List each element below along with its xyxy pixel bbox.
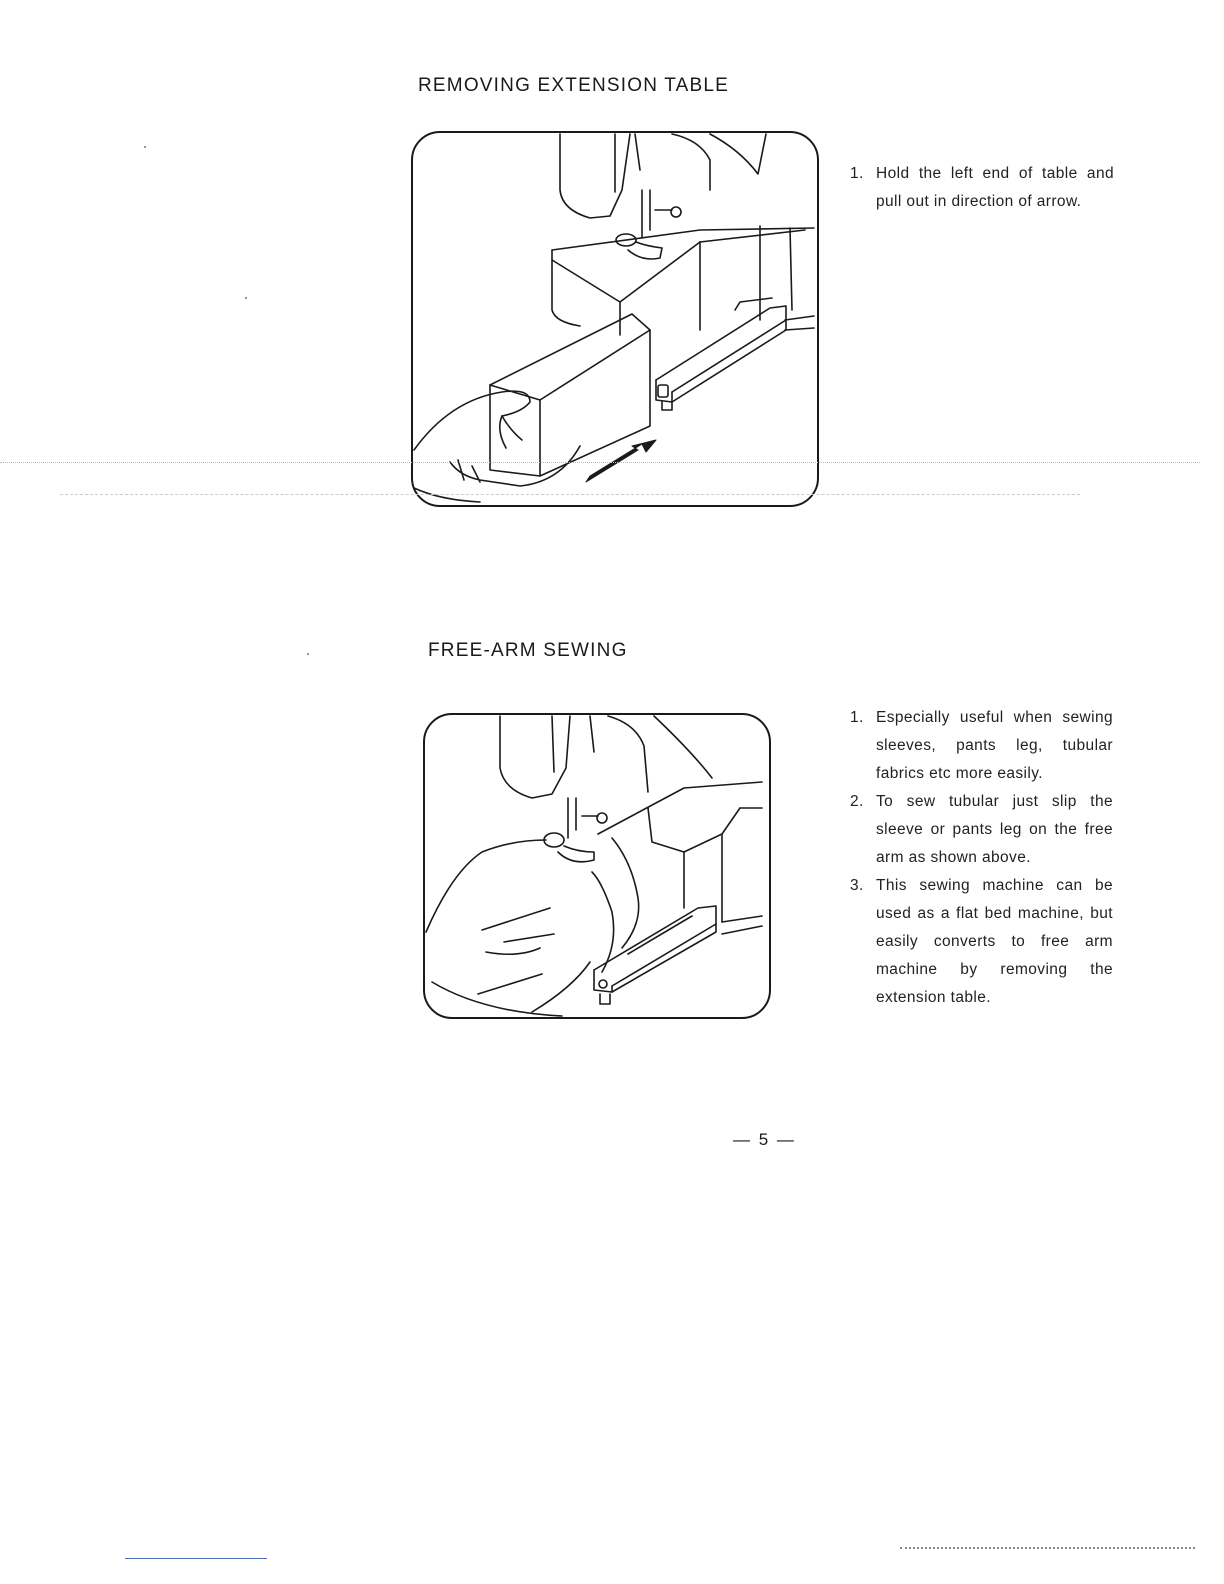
section-heading-removing-extension-table: REMOVING EXTENSION TABLE	[418, 75, 730, 96]
scan-artifact-line	[125, 1558, 267, 1559]
scan-artifact-line	[60, 494, 1080, 495]
illustration-removing-extension-table	[410, 130, 820, 508]
scan-artifact-line	[0, 462, 1200, 463]
step-item	[850, 160, 1114, 216]
scan-speck	[245, 297, 247, 299]
page-number: — 5 —	[733, 1130, 796, 1149]
free-arm-sewing-steps	[850, 704, 1113, 1012]
scan-speck	[144, 146, 146, 148]
step-number: 1.	[850, 165, 864, 182]
step-number: 2.	[850, 793, 864, 810]
step-text: To sew tubular just slip the sleeve or pants leg on the free arm as shown above.	[876, 793, 1113, 866]
step-item	[850, 704, 1113, 788]
section-heading-free-arm-sewing: FREE-ARM SEWING	[428, 640, 628, 661]
step-item	[850, 788, 1113, 872]
scan-speck	[307, 653, 309, 655]
step-item	[850, 872, 1113, 1012]
step-number: 1.	[850, 709, 864, 726]
step-text: This sewing machine can be used as a flat bed machine, but easily converts to free arm machine by removing the extension table.	[876, 877, 1113, 1006]
illustration-free-arm-sewing	[422, 712, 772, 1020]
step-number: 3.	[850, 877, 864, 894]
removing-extension-table-steps	[850, 160, 1114, 216]
scan-artifact-line	[900, 1547, 1195, 1549]
step-text: Hold the left end of table and pull out in direction of arrow.	[876, 165, 1114, 210]
step-text: Especially useful when sewing sleeves, pants leg, tubular fabrics etc more easily.	[876, 709, 1113, 782]
